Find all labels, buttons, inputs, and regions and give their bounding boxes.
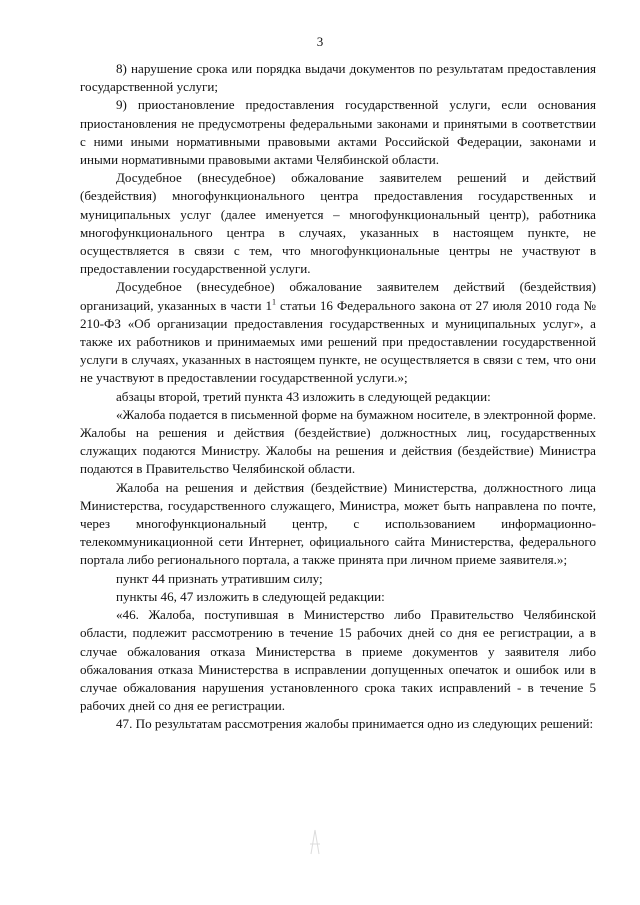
- paragraph-item-46: «46. Жалоба, поступившая в Министерство либо Правительство Челябинской области, подлежит рассмотрению в течение 15 рабочих дней со дня ее регистрации, а в случае обжалования отказа Министерства в приеме документов у заявителя либо обжалования отказа Министерства в исправлении допущенных опечаток и ошибок или в случае обжалования нарушения установленного срока таких исправлений - в течение 5 рабочих дней со дня ее регистрации.: [80, 607, 596, 714]
- paragraph-text-after: статьи 16 Федерального закона от 27 июля 2010 года № 210-ФЗ «Об организации предоставления государственных и муниципальных услуг», а также их работников и принимаемых ими решений при предоставлении государственной услуги в случаях, указанных в настоящем пункте, не осуществляется в связи с тем, что они не участвуют в предоставлении государственной услуги.»;: [80, 297, 596, 386]
- paragraph-amend-43: абзацы второй, третий пункта 43 изложить в следующей редакции:: [116, 388, 491, 404]
- paragraph-item-9: 9) приостановление предоставления государственной услуги, если основания приостановления не предусмотрены федеральными законами и принятыми в соответствии с ними иными нормативными правовыми актами Российской Федерации, законами и иными нормативными правовыми актами Челябинской области.: [80, 97, 596, 168]
- paragraph-organizations-appeal: [80, 278, 596, 387]
- superscript: 1: [272, 297, 277, 307]
- faint-mark-icon: [305, 828, 325, 856]
- paragraph-item-8: 8) нарушение срока или порядка выдачи документов по результатам предоставления государственной услуги;: [80, 61, 596, 95]
- document-body: [80, 60, 596, 734]
- paragraph-complaint-channels: Жалоба на решения и действия (бездействие) Министерства, должностного лица Министерства, государственного служащего, Министра, может быть направлена по почте, через многофункциональный центр, с использованием информационно-телекоммуникационной сети Интернет, официального сайта Министерства, федерального портала либо регионального портала, а также принята при личном приеме заявителя.»;: [80, 479, 596, 568]
- paragraph-amend-46-47: пункты 46, 47 изложить в следующей редакции:: [116, 588, 385, 604]
- paragraph-item-44: пункт 44 признать утратившим силу;: [116, 570, 323, 586]
- page-number: 3: [316, 34, 324, 49]
- paragraph-item-47: 47. По результатам рассмотрения жалобы принимается одно из следующих решений:: [116, 716, 594, 732]
- paragraph-text-before: Досудебное (внесудебное) обжалование заявителем действий (бездействия) организаций, указанных в части 1: [80, 279, 596, 313]
- paragraph-complaint-form: «Жалоба подается в письменной форме на бумажном носителе, в электронной форме. Жалобы на решения и действия (бездействие) должностных лиц, государственных служащих подаются Министру. Жалобы на решения и действия (бездействие) Министра подаются в Правительство Челябинской области.: [80, 406, 596, 477]
- paragraph-mfc-appeal: Досудебное (внесудебное) обжалование заявителем решений и действий (бездействия) многофункционального центра предоставления государственных и муниципальных услуг (далее именуется – многофункциональный центр), работника многофункционального центра в случаях, указанных в настоящем пункте, не осуществляется в связи с тем, что многофункциональные центры не участвуют в предоставлении государственной услуги.: [80, 170, 596, 277]
